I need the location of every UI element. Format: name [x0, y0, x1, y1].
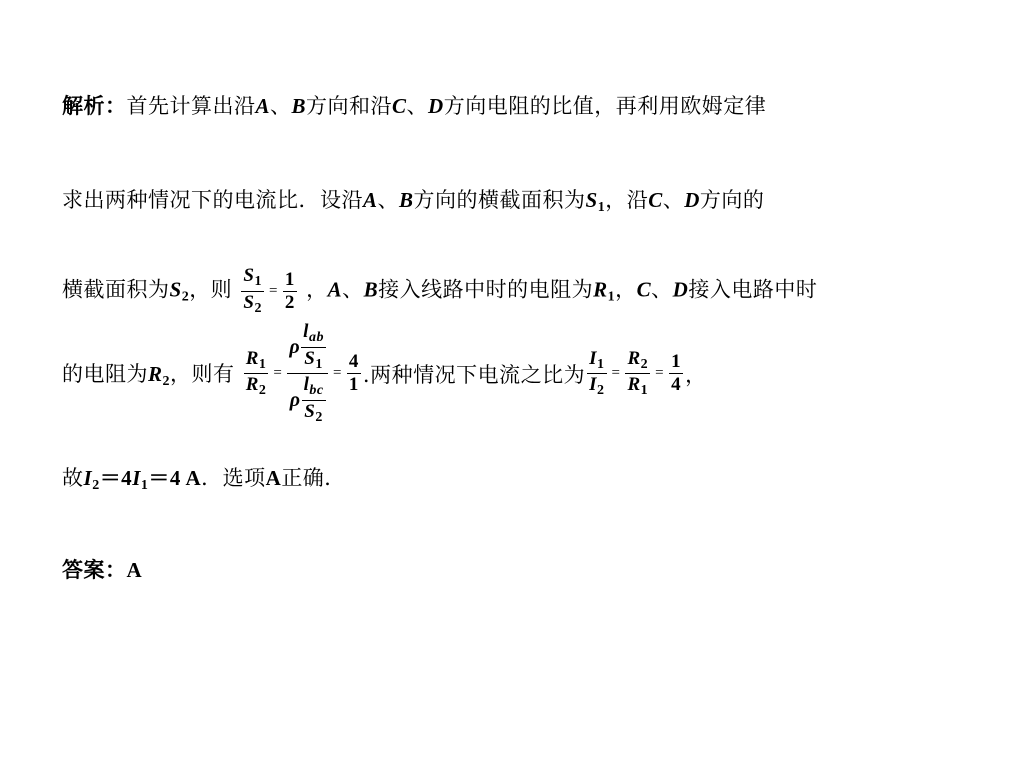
current-ratio-fraction: $\frac{I_1}{I_2}$ — [589, 347, 605, 399]
answer-value: A — [126, 558, 143, 582]
area-ratio-fraction: $\frac{S_1}{S_2}$ — [243, 265, 262, 316]
analysis-line-4: 的电阻为$R_2$，则有 $\frac{R_1}{R_2}$ = ρ $\frac{l_{ab}}{S_1}$ ρ $\frac{l_{bc}}{S_2}$ = $\frac{4}{1}$ .两种情况下电流之比为 $\frac{I_1}{I_2}$ = $\frac{R_2}{R_1}$ = $\frac{1}{4}$ ， — [62, 321, 707, 426]
answer-label: 答案： — [62, 557, 127, 582]
four-over-one-fraction: $\frac{4}{1}$ — [348, 351, 359, 396]
analysis-line-1: 解析：首先计算出沿A、B方向和沿C、D方向电阻的比值，再利用欧姆定律 — [62, 93, 767, 118]
analysis-line-5: 故$I_2=4I_1=4$ A．选项A正确． — [62, 466, 346, 493]
analysis-line-2: 求出两种情况下的电流比．设沿A、B方向的横截面积为$S_1$，沿C、D方向的 — [62, 188, 765, 215]
answer-line — [62, 554, 142, 584]
analysis-line-3: 横截面积为$S_2$，则 $\frac{S_1}{S_2}$ = $\frac{1}{2}$ ，A、B接入线路中时的电阻为$R_1$，C、D接入电路中时 — [62, 265, 818, 316]
resistivity-compound-fraction: ρ $\frac{l_{ab}}{S_1}$ ρ $\frac{l_{bc}}{S_2}$ — [287, 322, 328, 426]
one-half-fraction: $\frac{1}{2}$ — [284, 268, 295, 313]
analysis-label: 解析： — [62, 93, 127, 118]
r2-over-r1-fraction: $\frac{R_2}{R_1}$ — [627, 347, 649, 399]
one-quarter-fraction: $\frac{1}{4}$ — [671, 351, 682, 396]
resistance-ratio-fraction: $\frac{R_1}{R_2}$ — [245, 347, 267, 399]
